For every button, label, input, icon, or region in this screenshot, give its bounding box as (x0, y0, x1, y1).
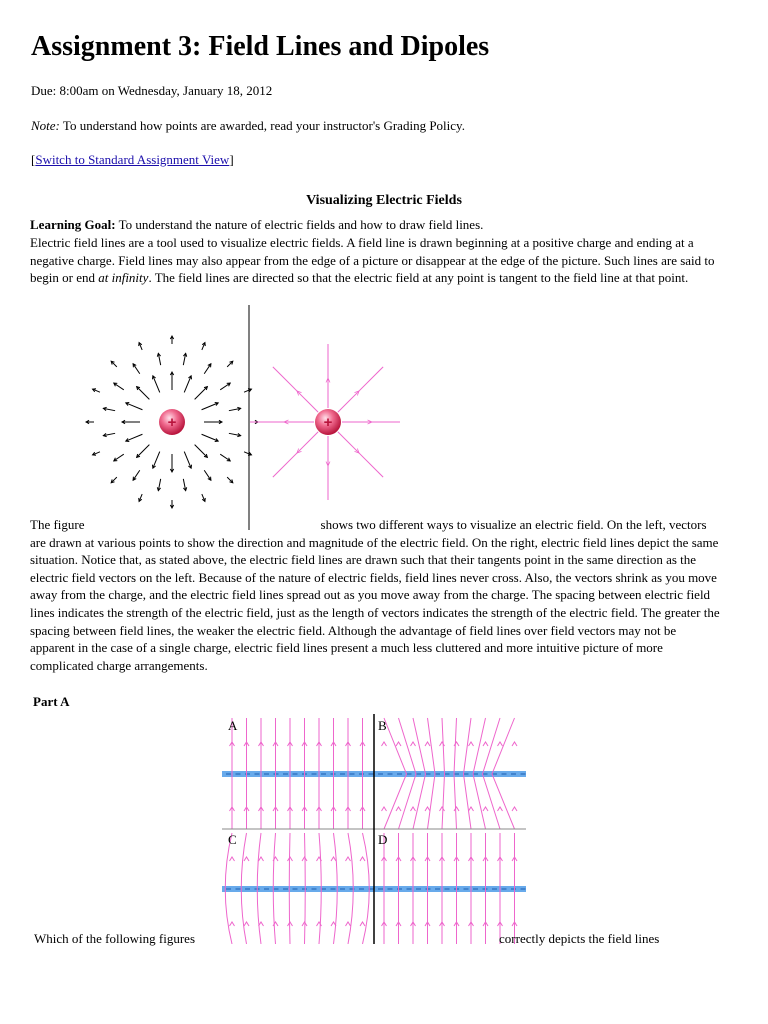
field-vector (153, 452, 160, 469)
part-a-arrowhead (346, 857, 351, 861)
field-vector (195, 445, 208, 458)
part-a-arrowhead (425, 807, 430, 811)
part-a-arrowhead (230, 922, 235, 926)
part-a-arrowhead (244, 857, 249, 861)
field-vector (204, 364, 211, 374)
field-vector (202, 403, 219, 410)
part-a-arrowhead (331, 857, 336, 861)
intro-text-1: Electric field lines are a tool used to visualize electric fields. A field line is drawn beginning at a positive charge and ending at a negative charge. Field lines may also appear from the edge of a picture or disappear at the edge of the picture. Such lines are said to begin or end (30, 235, 715, 286)
field-vector (133, 364, 140, 374)
field-vector (133, 470, 140, 480)
part-a-arrowhead (512, 807, 517, 811)
learning-goal-label: Learning Goal: (30, 217, 116, 232)
part-a-arrowhead (483, 807, 488, 811)
part-a-question (34, 930, 659, 948)
part-a-arrowhead (259, 922, 264, 926)
part-a-arrowhead (469, 742, 474, 746)
part-a-arrowhead (425, 742, 430, 746)
part-a-arrowhead (454, 807, 459, 811)
part-a-arrowhead (382, 742, 387, 746)
part-a-arrowhead (411, 807, 416, 811)
field-line (298, 392, 318, 412)
field-vector (126, 434, 143, 441)
field-line (338, 392, 358, 412)
field-visualization-figure (85, 305, 400, 530)
question-text-start: Which of the following figures (34, 931, 196, 946)
part-a-arrowhead (331, 922, 336, 926)
field-line-outer (273, 452, 298, 477)
part-a-arrowhead (498, 807, 503, 811)
field-vector (184, 376, 191, 393)
field-vector (204, 470, 211, 480)
part-a-arrowhead (346, 922, 351, 926)
panel-label-c: C (228, 832, 237, 847)
learning-goal-text: To understand the nature of electric fields and how to draw field lines. (115, 217, 484, 232)
learning-goal (30, 216, 722, 234)
part-a-arrowhead (512, 742, 517, 746)
question-text-end: correctly depicts the field lines (499, 931, 660, 946)
field-line-outer (358, 367, 383, 392)
due-date: Due: 8:00am on Wednesday, January 18, 2012 (31, 83, 273, 98)
charge-plus-left: + (167, 414, 177, 431)
part-a-arrowhead (396, 807, 401, 811)
field-line (338, 432, 358, 452)
bracket-close: ] (229, 152, 234, 167)
note-label: Note: (31, 118, 60, 133)
part-a-arrowhead (498, 742, 503, 746)
part-a-arrowhead (244, 922, 249, 926)
part-a-arrowhead (288, 857, 293, 861)
field-vector (114, 383, 124, 390)
panel-label-a: A (228, 718, 238, 733)
part-a-arrowhead (360, 857, 365, 861)
field-vector (195, 387, 208, 400)
part-a-arrowhead (483, 742, 488, 746)
field-vector (202, 434, 219, 441)
part-a-label: Part A (33, 694, 70, 709)
charge-plus-right: + (323, 414, 333, 431)
panel-label-b: B (378, 718, 387, 733)
switch-view-link[interactable]: Switch to Standard Assignment View (35, 152, 230, 167)
part-a-arrowhead (396, 742, 401, 746)
part-a-arrowhead (469, 807, 474, 811)
field-vector (126, 403, 143, 410)
bracket-open: [ (31, 152, 36, 167)
assignment-title: Assignment 3: Field Lines and Dipoles (31, 31, 490, 62)
switch-view-line (31, 151, 234, 169)
part-a-arrowhead (440, 807, 445, 811)
field-vector (153, 376, 160, 393)
section-title: Visualizing Electric Fields (306, 193, 462, 208)
figure-caption-rest: shows two different ways to visualize an electric field. On the left, vectors are drawn at various points to show the direction and magnitude of the electric field. On the right, electric field lines depict the same situation. Notice that, as stated above, the electric field lines are drawn such that their tangents point in the same direction as the electric field vectors on the left. Because of the nature of electric fields, field lines never cross. Also, the vectors shrink as you move away from the charge, and the electric field lines spread out as you move away from the charge. The spacing between electric field lines indicates the strength of the electric field, just as the length of vectors indicates the strength of the electric field. The greater the spacing between field lines, the weaker the electric field. Although the advantage of field lines over field vectors may not be apparent in the case of a single charge, electric field lines present a much less cluttered and more intuitive picture of more complicated charge arrangements. (30, 517, 720, 673)
field-vector (220, 383, 230, 390)
figure-caption-start: The figure (30, 517, 85, 532)
field-line-outer (273, 367, 298, 392)
field-line-outer (358, 452, 383, 477)
part-a-arrowhead (360, 922, 365, 926)
field-line (298, 432, 318, 452)
intro-paragraph (30, 234, 722, 287)
field-vector (220, 454, 230, 461)
part-a-arrowhead (230, 857, 235, 861)
field-vector (137, 387, 150, 400)
part-a-figure (222, 714, 526, 944)
note-line (31, 117, 465, 135)
part-a-arrowhead (259, 857, 264, 861)
part-a-arrowhead (302, 857, 307, 861)
part-a-arrowhead (382, 807, 387, 811)
note-text: To understand how points are awarded, read your instructor's Grading Policy. (59, 118, 465, 133)
intro-emphasis: at infinity (98, 270, 149, 286)
part-a-arrowhead (454, 742, 459, 746)
part-a-arrowhead (440, 742, 445, 746)
field-vector (137, 445, 150, 458)
field-vector (114, 454, 124, 461)
field-vector (184, 452, 191, 469)
figure-description (30, 516, 722, 674)
part-a-arrowhead (411, 742, 416, 746)
panel-label-d: D (378, 832, 388, 847)
intro-text-2: . The field lines are directed so that the electric field at any point is tangent to the field line at that point. (148, 270, 689, 286)
